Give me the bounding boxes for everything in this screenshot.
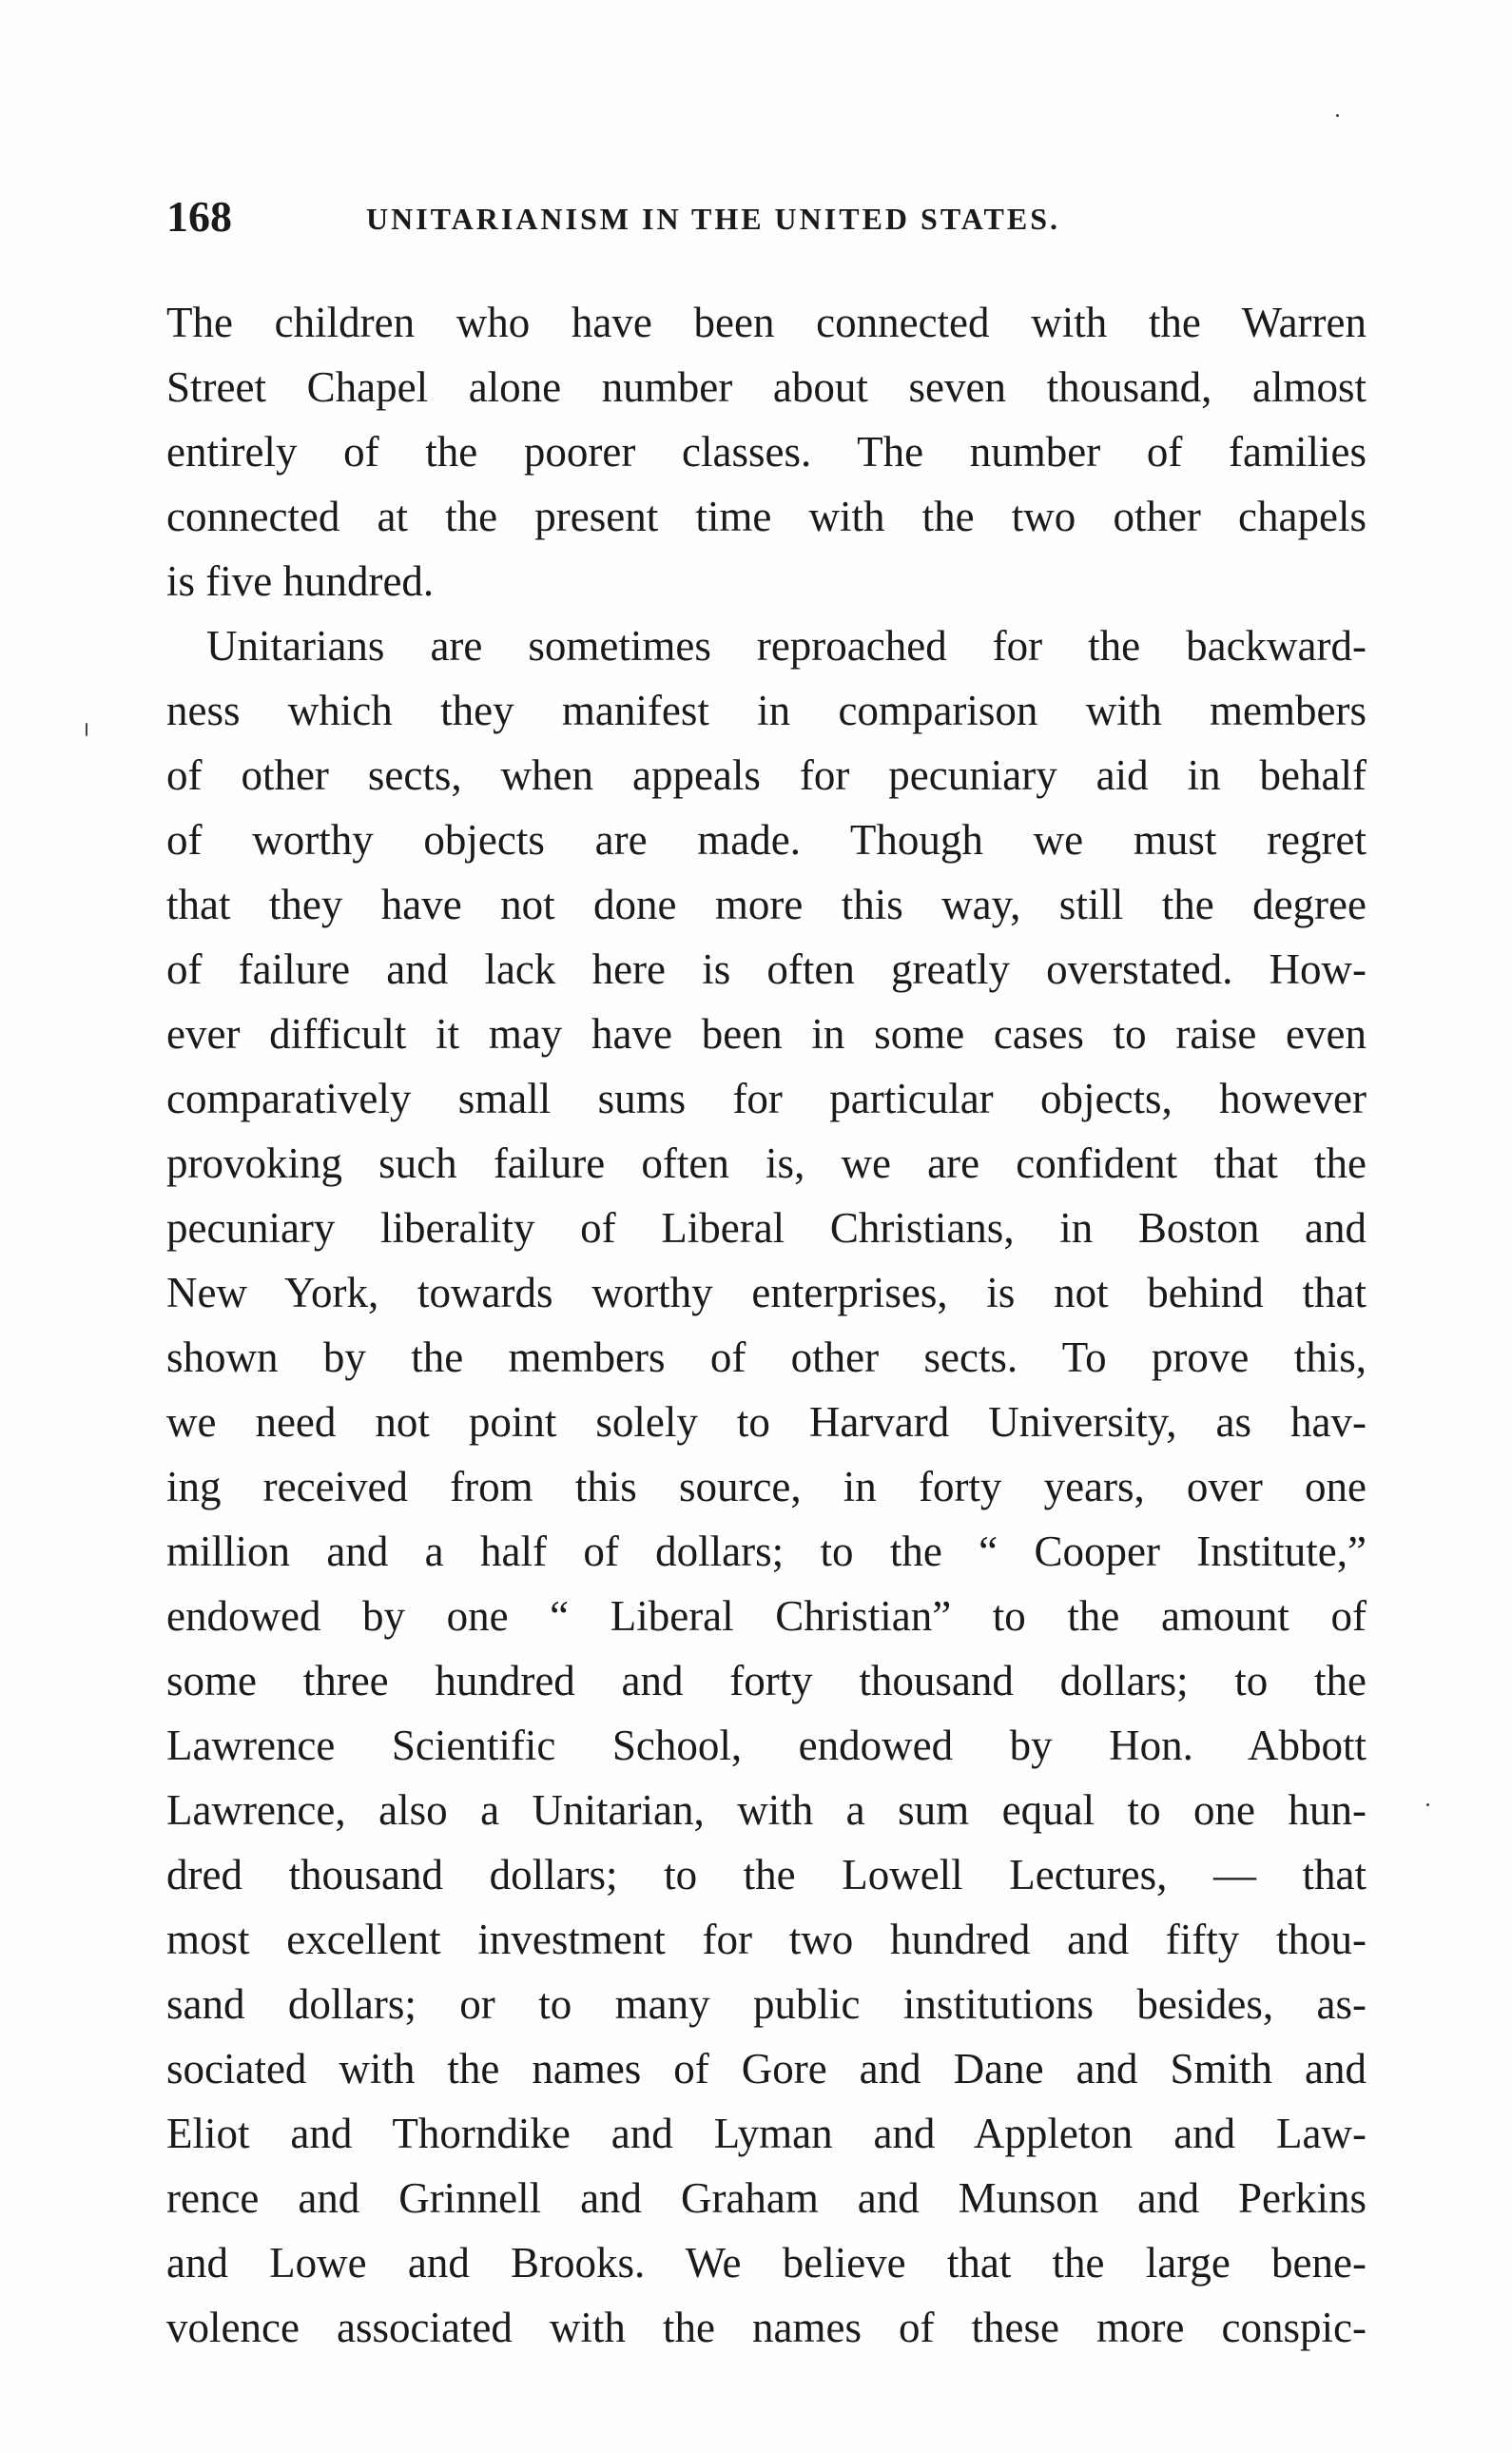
text-line: New York, towards worthy enterprises, is not behind that: [166, 1269, 1367, 1316]
text-line: comparatively small sums for particular objects, however: [166, 1075, 1367, 1122]
text-line: ing received from this source, in forty years, over one: [166, 1463, 1367, 1510]
text-line: and Lowe and Brooks. We believe that the large bene-: [166, 2239, 1367, 2287]
text-line: entirely of the poorer classes. The number of families: [166, 428, 1367, 476]
text-line: Lawrence Scientific School, endowed by Hon. Abbott: [166, 1722, 1367, 1769]
text-line: volence associated with the names of these more conspic-: [166, 2304, 1367, 2351]
text-line: we need not point solely to Harvard University, as hav-: [166, 1398, 1367, 1446]
text-line: connected at the present time with the two other chapels: [166, 493, 1367, 540]
text-line: dred thousand dollars; to the Lowell Lectures, — that: [166, 1851, 1367, 1898]
paragraph: [166, 290, 1367, 613]
text-line: Eliot and Thorndike and Lyman and Appleton and Law-: [166, 2110, 1367, 2157]
text-line: most excellent investment for two hundred and fifty thou-: [166, 1916, 1367, 1963]
text-line: Street Chapel alone number about seven thousand, almost: [166, 363, 1367, 411]
body-text: [166, 290, 1367, 2360]
running-title: UNITARIANISM IN THE UNITED STATES.: [366, 202, 1060, 236]
text-line: is five hundred.: [166, 557, 435, 605]
text-line: Lawrence, also a Unitarian, with a sum equal to one hun-: [166, 1786, 1367, 1834]
paragraph: [166, 613, 1367, 2360]
scan-speck: [1336, 114, 1339, 117]
scan-speck: [86, 723, 87, 736]
text-line: Unitarians are sometimes reproached for the backward-: [206, 622, 1367, 670]
text-line: endowed by one “ Liberal Christian” to the amount of: [166, 1592, 1367, 1640]
text-line: some three hundred and forty thousand dollars; to the: [166, 1657, 1367, 1704]
text-line: sociated with the names of Gore and Dane and Smith and: [166, 2045, 1367, 2093]
text-line: ness which they manifest in comparison with members: [166, 687, 1367, 734]
text-line: sand dollars; or to many public institutions besides, as-: [166, 1980, 1367, 2028]
text-line: ever difficult it may have been in some cases to raise even: [166, 1010, 1367, 1058]
text-line: pecuniary liberality of Liberal Christians, in Boston and: [166, 1204, 1367, 1252]
text-line: shown by the members of other sects. To prove this,: [166, 1334, 1367, 1381]
scan-speck: [1426, 1803, 1429, 1806]
text-line: that they have not done more this way, still the degree: [166, 881, 1367, 928]
text-line: The children who have been connected with the Warren: [166, 299, 1367, 346]
running-head: [166, 188, 1365, 245]
text-line: million and a half of dollars; to the “ Cooper Institute,”: [166, 1528, 1367, 1575]
text-line: of worthy objects are made. Though we must regret: [166, 816, 1367, 864]
text-line: rence and Grinnell and Graham and Munson and Perkins: [166, 2174, 1367, 2222]
text-line: of other sects, when appeals for pecuniary aid in behalf: [166, 751, 1367, 799]
text-line: of failure and lack here is often greatly overstated. How-: [166, 945, 1367, 993]
page-number: 168: [166, 192, 232, 241]
text-line: provoking such failure often is, we are confident that the: [166, 1139, 1367, 1187]
